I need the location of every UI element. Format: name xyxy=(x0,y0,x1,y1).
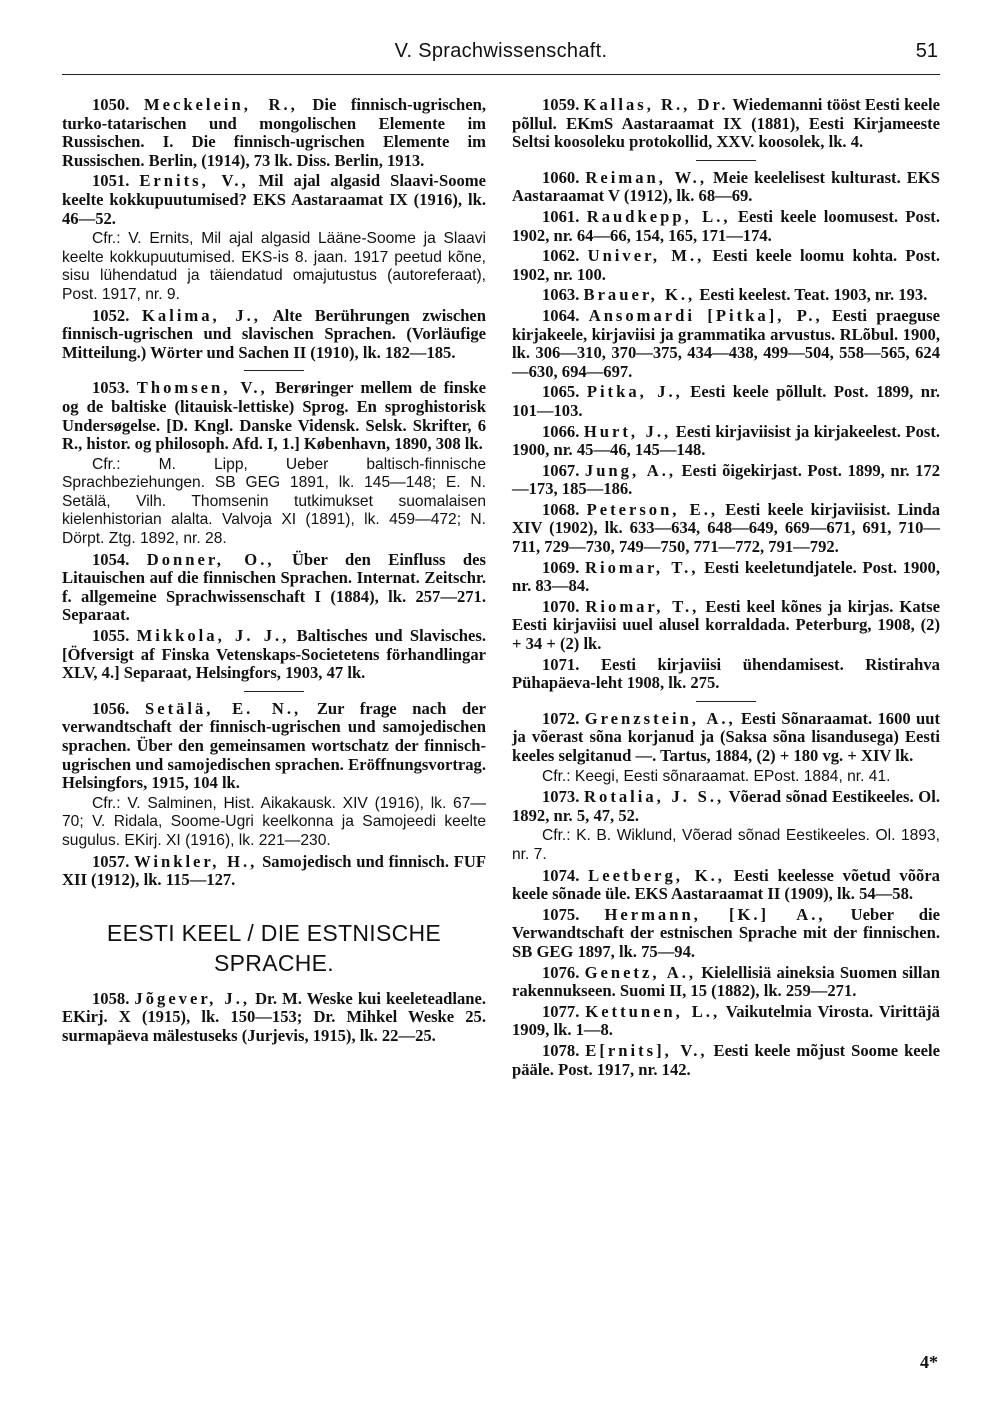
entry-text: Baltisches und Slavisches. [Öfversigt af Finska Vetenskaps-Societetens förhandlingar XLV, 4.] Separaat, Helsingfors, 1903, 47 lk. xyxy=(62,626,486,683)
bibliography-entry: 1065. Pitka, J., Eesti keele põllult. Post. 1899, nr. 101—103. xyxy=(512,382,940,420)
page-number: 51 xyxy=(915,40,938,62)
entry-text: Eesti kirjaviisist ja kirjakeelest. Post. 1900, nr. 45—46, 145—148. xyxy=(512,421,941,460)
entry-text: Zur frage nach der verwandtschaft der finnisch-ugrischen und samojedischen sprachen. Über den gemeinsamen wortschatz der finnisch-ugrischen und samojedischen sprachen. Eröffnungsvortrag. Helsingfors, 1915, 104 lk. xyxy=(62,698,486,793)
divider xyxy=(696,160,756,161)
bibliography-entry: 1056. Setälä, E. N., Zur frage nach der verwandtschaft der finnisch-ugrischen und samojedischen sprachen. Über den gemeinsamen wortschatz der finnisch-ugrischen und samojedischen sprachen. Eröffnungsvortrag. Helsingfors, 1915, 104 lk. xyxy=(62,698,486,793)
entry-author: Leetberg, K., xyxy=(588,865,725,885)
bibliography-entry: 1078. E[rnits], V., Eesti keele mõjust Soome keele pääle. Post. 1917, nr. 142. xyxy=(512,1040,941,1079)
bibliography-entry: 1067. Jung, A., Eesti õigekirjast. Post. 1899, nr. 172—173, 185—186. xyxy=(512,460,940,499)
bibliography-entry: 1073. Rotalia, J. S., Võerad sõnad Eestikeeles. Ol. 1892, nr. 5, 47, 52. xyxy=(512,787,940,825)
entry-text: Wiedemanni tööst Eesti keele põllul. EKmS Aastaraamat IX (1881), Eesti Kirjameeste Seltsi koosoleku protokollid, XXV. koosolek, lk. 4. xyxy=(512,95,940,152)
left-column xyxy=(62,96,486,1048)
bibliography-entry: 1075. Hermann, [K.] A., Ueber die Verwandtschaft der estnischen Sprache mit der finnischen. SB GEG 1897, lk. 75—94. xyxy=(512,904,940,961)
entry-author: Ansomardi [Pitka], P., xyxy=(588,305,823,325)
entry-author: Reiman, W., xyxy=(585,167,707,187)
entry-author: Ernits, V., xyxy=(139,171,249,191)
bibliography-entry: 1072. Grenzstein, A., Eesti Sõnaraamat. 1600 uut ja võerast sõna korjanud ja (Saksa sõna lisandusega) Eesti keeles selgitanud —. Tartus, 1884, (2) + 180 vg. + XIV lk. xyxy=(512,708,941,765)
entry-text: Meie keelelisest kulturast. EKS Aastaraamat V (1912), lk. 68—69. xyxy=(512,167,940,206)
entry-text: Ueber die Verwandtschaft der estnischen Sprache mit der finnischen. SB GEG 1897, lk. 75—94. xyxy=(512,904,940,961)
entry-text: Berøringer mellem de finske og de baltiske (litauisk-lettiske) Sprog. En sproghistorisk Undersøgelse. [D. Kngl. Danske Vidensk. Selsk. Skrifter, 6 R., histor. og philosoph. Afd. I, 1.] København, 1890, 308 lk. xyxy=(62,378,487,454)
entry-author: Genetz, A., xyxy=(584,962,697,982)
bibliography-entry: 1058. Jõgever, J., Dr. M. Weske kui keeleteadlane. EKirj. X (1915), lk. 150—153; Dr. Mihkel Weske 25. surmapäeva mälestuseks (Jurjevis, 1915), lk. 22—25. xyxy=(62,988,486,1045)
entry-text: Eesti keeletundjatele. Post. 1900, nr. 83—84. xyxy=(512,557,940,596)
entry-author: Peterson, E., xyxy=(586,499,719,519)
bibliography-entry: 1059. Kallas, R., Dr. Wiedemanni tööst Eesti keele põllul. EKmS Aastaraamat IX (1881), Eesti Kirjameeste Seltsi koosoleku protokollid, XXV. koosolek, lk. 4. xyxy=(512,95,940,152)
entry-text: Eesti õigekirjast. Post. 1899, nr. 172—173, 185—186. xyxy=(512,460,940,499)
running-title: V. Sprachwissenschaft. xyxy=(394,40,608,62)
bibliography-entry: 1063. Brauer, K., Eesti keelest. Teat. 1903, nr. 193. xyxy=(542,285,928,305)
entry-text: Vaikutelmia Virosta. Virittäjä 1909, lk. 1—8. xyxy=(512,1001,940,1040)
entry-text: Alte Berührungen zwischen finnisch-ugrischen und slavischen Sprachen. (Vorläufige Mitteilung.) Wörter und Sachen II (1910), lk. 182—185. xyxy=(62,305,487,362)
entry-text: Eesti praeguse kirjakeele, kirjaviisi ja grammatika arvustus. RLõbul. 1900, lk. 306—310, 370—375, 434—438, 499—504, 558—565, 624—630, 694—697. xyxy=(512,305,941,381)
entry-author: Jung, A., xyxy=(584,460,676,480)
entry-text: Eesti keelesse võetud võõra keele sõnade üle. EKS Aastaraamat II (1909), lk. 54—58. xyxy=(512,865,940,904)
entry-author: Kettunen, L., xyxy=(585,1001,721,1021)
entry-author: Kallas, R., Dr. xyxy=(583,95,729,114)
entry-text: Eesti kirjaviisi ühendamisest. Ristirahva Pühapäeva-leht 1908, lk. 275. xyxy=(512,654,940,693)
bibliography-entry: 1054. Donner, O., Über den Einfluss des Litauischen auf die finnischen Sprachen. Internat. Zeitschr. f. allgemeine Sprachwissenschaft I (1884), lk. 257—271. Separaat. xyxy=(62,549,486,625)
bibliography-entry: 1061. Raudkepp, L., Eesti keele loomusest. Post. 1902, nr. 64—66, 154, 165, 171—174. xyxy=(512,206,940,245)
bibliography-entry: 1068. Peterson, E., Eesti keele kirjaviisist. Linda XIV (1902), lk. 633—634, 648—649, 669—671, 691, 710—711, 729—730, 749—750, 771—772, 791—792. xyxy=(512,499,941,557)
signature-mark: 4* xyxy=(920,1352,938,1372)
cfr-note: Cfr.: V. Salminen, Hist. Aikakausk. XIV (1916), lk. 67—70; V. Ridala, Soome-Ugri keelkonna ja Samojeedi keelte sugulus. EKirj. XI (1916), lk. 221—230. xyxy=(62,794,486,849)
entry-text: Eesti keele loomu kohta. Post. 1902, nr. 100. xyxy=(512,246,940,284)
entry-author: Meckelein, R., xyxy=(143,95,298,114)
bibliography-entry: 1076. Genetz, A., Kielellisiä aineksia Suomen sillan rakennukseen. Suomi II, 15 (1882), lk. 259—271. xyxy=(512,962,941,1001)
bibliography-entry: 1069. Riomar, T., Eesti keeletundjatele. Post. 1900, nr. 83—84. xyxy=(512,557,940,596)
entry-author: Riomar, T., xyxy=(585,557,699,577)
bibliography-entry: 1052. Kalima, J., Alte Berührungen zwischen finnisch-ugrischen und slavischen Sprachen. (Vorläufige Mitteilung.) Wörter und Sachen II (1910), lk. 182—185. xyxy=(62,305,487,362)
running-header xyxy=(62,34,940,75)
entry-author: Univer, M., xyxy=(587,246,705,266)
divider xyxy=(244,370,304,371)
entry-text: Võerad sõnad Eestikeeles. Ol. 1892, nr. 5, 47, 52. xyxy=(512,787,940,825)
entry-text: Eesti keele põllult. Post. 1899, nr. 101—103. xyxy=(512,382,940,420)
entry-author: Brauer, K., xyxy=(583,285,696,305)
entry-author: Setälä, E. N., xyxy=(144,698,302,718)
bibliography-entry: 1060. Reiman, W., Meie keelelisest kulturast. EKS Aastaraamat V (1912), lk. 68—69. xyxy=(512,167,940,206)
bibliography-entry: 1066. Hurt, J., Eesti kirjaviisist ja kirjakeelest. Post. 1900, nr. 45—46, 145—148. xyxy=(512,421,941,460)
entry-text: Über den Einfluss des Litauischen auf die finnischen Sprachen. Internat. Zeitschr. f. allgemeine Sprachwissenschaft I (1884), lk. 257—271. Separaat. xyxy=(62,549,486,625)
cfr-note: Cfr.: K. B. Wiklund, Võerad sõnad Eestikeeles. Ol. 1893, nr. 7. xyxy=(512,827,940,863)
entry-text: Dr. M. Weske kui keeleteadlane. EKirj. X (1915), lk. 150—153; Dr. Mihkel Weske 25. surmapäeva mälestuseks (Jurjevis, 1915), lk. 22—25. xyxy=(62,988,486,1045)
entry-text: Die finnisch-ugrischen, turko-tatarischen und mongolischen Elemente im Russischen. I. Die finnisch-ugrischen Elemente im Russischen. Berlin, (1914), 73 lk. Diss. Berlin, 1913. xyxy=(62,95,486,170)
bibliography-entry: 1057. Winkler, H., Samojedisch und finnisch. FUF XII (1912), lk. 115—127. xyxy=(62,851,487,890)
entry-author: Hermann, [K.] A., xyxy=(604,904,826,924)
cfr-note: Cfr.: Keegi, Eesti sõnaraamat. EPost. 1884, nr. 41. xyxy=(542,767,891,785)
bibliography-entry: 1071. Eesti kirjaviisi ühendamisest. Ristirahva Pühapäeva-leht 1908, lk. 275. xyxy=(512,654,940,693)
entry-text: Kielellisiä aineksia Suomen sillan rakennukseen. Suomi II, 15 (1882), lk. 259—271. xyxy=(512,962,941,1001)
entry-author: Rotalia, J. S., xyxy=(584,787,725,807)
bibliography-entry: 1055. Mikkola, J. J., Baltisches und Slavisches. [Öfversigt af Finska Vetenskaps-Societetens förhandlingar XLV, 4.] Separaat, Helsingfors, 1903, 47 lk. xyxy=(62,626,486,683)
entry-text: Eesti Sõnaraamat. 1600 uut ja võerast sõna korjanud ja (Saksa sõna lisandusega) Eesti keeles selgitanud —. Tartus, 1884, (2) + 180 vg. + XIV lk. xyxy=(512,708,941,765)
entry-author: Kalima, J., xyxy=(142,305,261,325)
entry-text: Eesti keele mõjust Soome keele pääle. Post. 1917, nr. 142. xyxy=(512,1040,941,1079)
right-column xyxy=(512,96,940,1081)
bibliography-entry: 1051. Ernits, V., Mil ajal algasid Slaavi-Soome keelte kokkupuutumised? EKS Aastaraamat IX (1916), lk. 46—52. xyxy=(62,171,486,228)
entry-author: Raudkepp, L., xyxy=(586,206,731,226)
entry-author: Pitka, J., xyxy=(586,382,683,402)
entry-author: Grenzstein, A., xyxy=(584,708,736,728)
entry-text: Eesti keelest. Teat. 1903, nr. 193. xyxy=(699,285,928,305)
divider xyxy=(244,691,304,692)
entry-text: Samojedisch und finnisch. FUF XII (1912), lk. 115—127. xyxy=(62,851,487,890)
entry-text: Eesti keele loomusest. Post. 1902, nr. 64—66, 154, 165, 171—174. xyxy=(512,206,940,245)
entry-author: Jõgever, J., xyxy=(134,988,250,1008)
entry-author: Mikkola, J. J., xyxy=(136,626,290,646)
entry-text: Eesti keele kirjaviisist. Linda XIV (1902), lk. 633—634, 648—649, 669—671, 691, 710—711, 729—730, 749—750, 771—772, 791—792. xyxy=(512,499,941,557)
bibliography-entry: 1070. Riomar, T., Eesti keel kõnes ja kirjas. Katse Eesti kirjaviisi uuel alusel korraldada. Peterburg, 1908, (2) + 34 + (2) lk. xyxy=(512,596,940,654)
bibliography-entry: 1062. Univer, M., Eesti keele loomu kohta. Post. 1902, nr. 100. xyxy=(512,246,940,284)
entry-author: E[rnits], V., xyxy=(585,1040,708,1060)
divider xyxy=(696,701,756,702)
entry-author: Riomar, T., xyxy=(585,596,700,616)
entry-author: Thomsen, V., xyxy=(136,378,268,398)
bibliography-entry: 1050. Meckelein, R., Die finnisch-ugrischen, turko-tatarischen und mongolischen Elemente im Russischen. I. Die finnisch-ugrischen Elemente im Russischen. Berlin, (1914), 73 lk. Diss. Berlin, 1913. xyxy=(62,95,486,170)
entry-author: Winkler, H., xyxy=(134,851,258,871)
entry-text: Mil ajal algasid Slaavi-Soome keelte kokkupuutumised? EKS Aastaraamat IX (1916), lk. 46—52. xyxy=(62,171,486,228)
entry-author: Hurt, J., xyxy=(583,421,672,441)
entry-text: Eesti keel kõnes ja kirjas. Katse Eesti kirjaviisi uuel alusel korraldada. Peterburg, 1908, (2) + 34 + (2) lk. xyxy=(512,596,940,654)
bibliography-entry: 1074. Leetberg, K., Eesti keelesse võetud võõra keele sõnade üle. EKS Aastaraamat II (1909), lk. 54—58. xyxy=(512,865,940,904)
section-heading: EESTI KEEL / DIE ESTNISCHE SPRACHE. xyxy=(106,919,442,976)
bibliography-entry: 1077. Kettunen, L., Vaikutelmia Virosta. Virittäjä 1909, lk. 1—8. xyxy=(512,1001,940,1040)
bibliography-entry: 1053. Thomsen, V., Berøringer mellem de finske og de baltiske (litauisk-lettiske) Sprog. En sproghistorisk Undersøgelse. [D. Kngl. Danske Vidensk. Selsk. Skrifter, 6 R., histor. og philosoph. Afd. I, 1.] København, 1890, 308 lk. xyxy=(62,378,487,454)
bibliography-entry: 1064. Ansomardi [Pitka], P., Eesti praeguse kirjakeele, kirjaviisi ja grammatika arvustus. RLõbul. 1900, lk. 306—310, 370—375, 434—438, 499—504, 558—565, 624—630, 694—697. xyxy=(512,305,941,381)
cfr-note: Cfr.: V. Ernits, Mil ajal algasid Lääne-Soome ja Slaavi keelte kokkupuutumised. EKS-is 8. jaan. 1917 peetud kõne, sisu lühendatud ja täiendatud omajutustus (autoreferaat), Post. 1917, nr. 9. xyxy=(62,230,486,303)
cfr-note: Cfr.: M. Lipp, Ueber baltisch-finnische Sprachbeziehungen. SB GEG 1891, lk. 145—148; E. N. Setälä, Vilh. Thomsenin tutkimukset suomalaisen kielenhistorian alalta. Valvoja XI (1891), lk. 459—472; N. Dörpt. Ztg. 1892, nr. 28. xyxy=(62,455,486,548)
entry-author: Donner, O., xyxy=(146,549,275,569)
